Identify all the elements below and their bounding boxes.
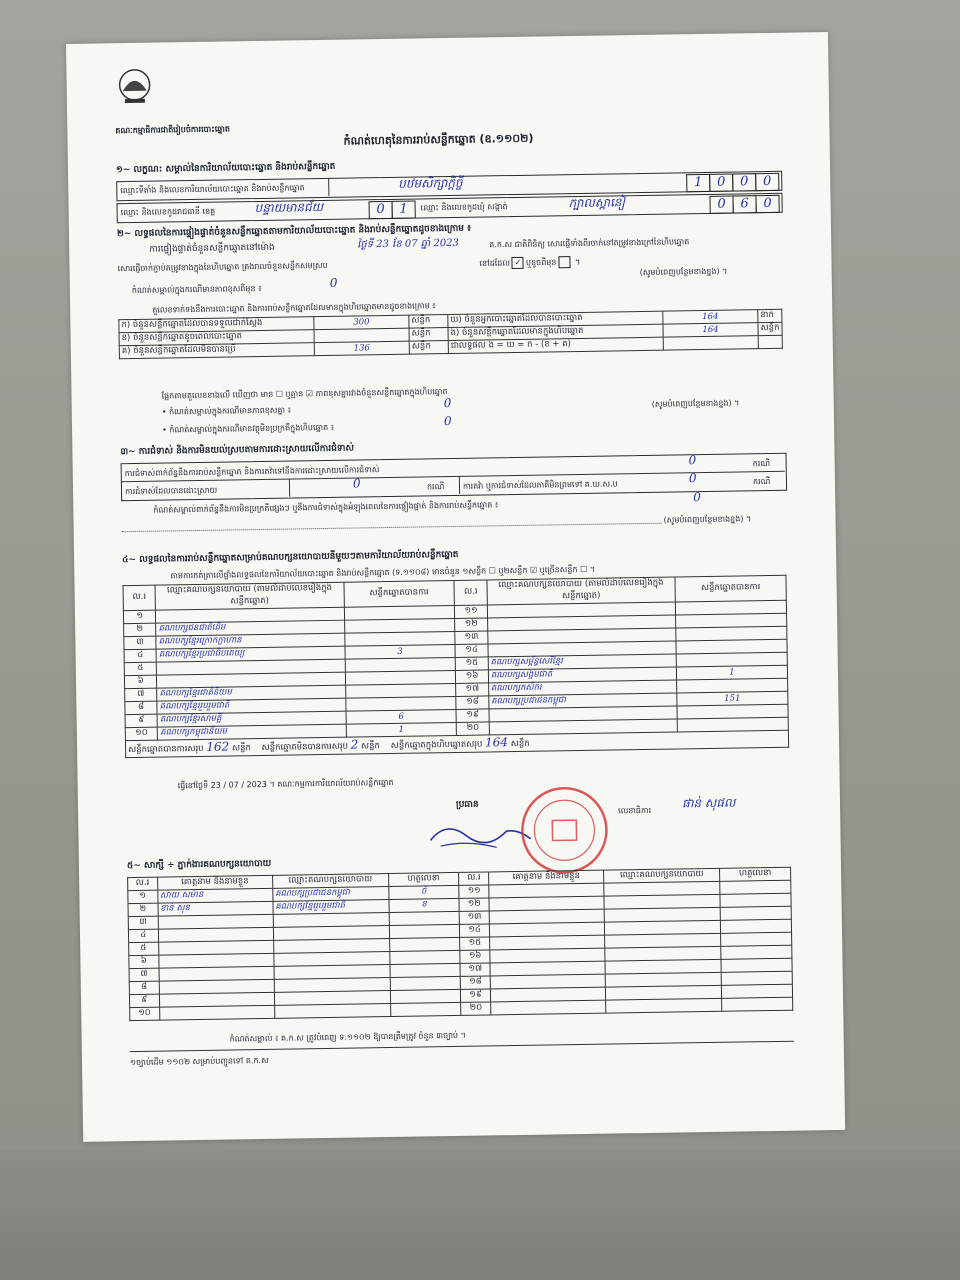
s3-unit: ករណី: [752, 458, 771, 469]
result-cell: គណបក្សសង្គមជាតិ: [488, 667, 676, 683]
witness-signature: [721, 945, 792, 959]
s2-figures-intro: តួលេខទាក់ទងនឹងការបោះឆ្នោត និងការរាប់សន្លឹកឆ្នោតដែលមានក្នុងហិបឆ្នោតមានដូចខាងក្រោម ៖: [152, 301, 436, 315]
result-cell: គណបក្សជនជាតិដើម: [156, 620, 344, 636]
secretary-name: ផាន់ សុផល: [681, 795, 736, 811]
result-cell: ៥: [124, 662, 157, 676]
result-cell: គណបក្សសម្ព័ន្ធសេរីខ្មែរ: [488, 654, 676, 670]
witness-signature: ចំ: [388, 885, 459, 899]
figure-value: 164: [663, 323, 758, 337]
column-header: ល.រ: [128, 877, 158, 890]
witness-signature: [721, 958, 792, 972]
section2-heading: ២~ លទ្ធផលនៃការផ្ទៀងផ្ទាត់ចំនួនសន្លឹកឆ្នោតតាមការិយាល័យបោះឆ្នោត និងរាប់សន្លឹកឆ្នោតដូចខាងក្រោម ៖: [116, 223, 472, 240]
result-cell: ១១: [455, 605, 488, 619]
witness-signature: [721, 984, 792, 998]
result-cell: ១៣: [455, 631, 488, 645]
result-cell: ៩: [125, 714, 158, 728]
s3-unit: ករណី: [426, 482, 445, 492]
s1-province-digit: 0: [369, 201, 393, 219]
s3-row1-label: ការជំទាស់ពាក់ព័ន្ធនឹងការរាប់សន្លឹកឆ្នោត និងការតវ៉ាទៅនឹងការដោះស្រាយលើការជំទាស់: [124, 465, 380, 479]
witness-number: ៨: [129, 981, 159, 994]
s2-irregular-value: 0: [443, 413, 452, 429]
result-cell: 1: [346, 722, 457, 737]
witness-number: ១៥: [460, 937, 490, 950]
s4-results-table: [123, 575, 790, 758]
s2-verify-date: ថ្ងៃទី 23 ខែ 07 ឆ្នាំ 2023: [357, 237, 459, 251]
witness-party: គណបក្សប្រជាជនកម្ពុជា: [273, 887, 389, 902]
column-header: ឈ្មោះគណបក្សនយោបាយ: [272, 874, 388, 889]
result-cell: ៣: [124, 636, 157, 650]
witness-number: ២: [128, 903, 158, 916]
witness-number: ១៨: [461, 976, 491, 989]
s1-code-digit: 1: [686, 174, 710, 192]
witness-signature: [721, 932, 792, 946]
witness-signature: [389, 937, 460, 951]
witness-number: ១១: [459, 885, 489, 898]
s2-irregular-note: • កំណត់សម្គាល់ក្នុងករណីមានវត្ថុមិនប្រក្រតីក្នុងហិបឆ្នោត ៖: [162, 422, 335, 435]
witness-signature: [389, 924, 460, 938]
result-cell: ៨: [125, 701, 158, 715]
figure-unit: សន្លឹក: [409, 341, 448, 355]
witness-number: ១: [128, 890, 158, 903]
column-header: ហត្ថលេខា: [388, 872, 459, 886]
witness-party: គណបក្សខ្មែររួបរួមជាតិ: [273, 900, 389, 915]
column-header: ហត្ថលេខា: [720, 867, 791, 881]
s3-row2a-label: ការជំទាស់ដែលបានដោះស្រាយ: [124, 485, 218, 497]
witness-name: សាយ សម៉ាន: [157, 888, 272, 903]
s2-diff-note: កំណត់សម្គាល់ក្នុងករណីមានភាពខុសពីមុន ៖: [131, 283, 262, 295]
witness-signature: [720, 893, 791, 907]
official-seal-icon: [518, 784, 611, 877]
figure-value: 300: [314, 315, 409, 329]
section3-heading: ៣~ ការជំទាស់ និងការមិនយល់ស្របតាមការដោះស្រាយលើការជំទាស់: [120, 443, 355, 458]
figure-unit: សន្លឹក: [409, 315, 448, 329]
witness-signature: [390, 1002, 461, 1016]
result-cell: គណបក្សកសិករ: [488, 680, 676, 696]
figure-unit: [758, 335, 782, 348]
s4-date-line: ធ្វើនៅថ្ងៃទី 23 / 07 / 2023 ។ គណៈកម្មការការិយាល័យរាប់សន្លឹកឆ្នោត: [177, 777, 394, 791]
witness-signature: [390, 976, 461, 990]
s2-fill-note-2: (សូមបំពេញបន្ថែមខាងខ្នង) ។: [651, 398, 740, 409]
witness-signature: [389, 950, 460, 964]
s3-irregularity-note: កំណត់សម្គាល់ពាក់ព័ន្ធនឹងការមិនប្រក្រតីផ្សេងៗ ឬនឹងការជំទាស់ក្នុងអំឡុងពេលនៃការផ្ទៀងផ្ទាត់ និងការរាប់សន្លឹកឆ្នោត ៖: [153, 500, 499, 515]
figure-label: ង) ចំនួនសន្លឹកឆ្នោតដែលមានក្នុងហិបឆ្នោត: [448, 324, 663, 340]
column-header: គោត្តនាម និងនាមខ្លួន: [489, 870, 604, 885]
secretary-label: លេខាធិការ: [618, 805, 652, 816]
result-cell: គណបក្សខ្មែរក្រោកក្លាហាន: [156, 633, 344, 649]
result-cell: 1: [676, 665, 787, 680]
s2-discrepancy-check: ផ្អែកតាមតួលេខខាងលើ ឃើញថា មាន ☐ ឬគ្មាន ☑ ភាពខុសគ្នារវាងចំនួនសន្លឹកឆ្នោតក្នុងហិបឆ្នោត: [161, 387, 448, 401]
s2-figures-table: [118, 309, 783, 359]
column-header: ល.រ: [459, 872, 489, 885]
witness-party: [606, 998, 722, 1013]
agency-name: គណៈកម្មាធិការជាតិរៀបចំការបោះឆ្នោត: [115, 124, 231, 136]
witness-name: [159, 1005, 274, 1020]
result-cell: ១៥: [456, 657, 489, 671]
figure-unit: សន្លឹក: [758, 322, 782, 335]
result-cell: គណបក្សខ្មែរប្រជាធិបតេយ្យ: [156, 646, 344, 662]
s2-diff-value: 0: [329, 275, 338, 290]
column-header: ល.រ: [123, 585, 156, 611]
figure-value: [663, 336, 758, 350]
s1-row2-value2: ក្បាលស្ពានៀ: [568, 195, 626, 211]
s3-unit: ករណី: [752, 476, 771, 487]
s3-row2a-value: 0: [352, 476, 361, 491]
witness-number: ១៩: [461, 989, 491, 1002]
figure-value: 136: [314, 341, 409, 355]
s5-witness-table: [127, 867, 793, 1021]
s4-sheet-count: តាមការកត់ត្រាលើផ្ទាំងលទ្ធផលនៃការិយាល័យបោះឆ្នោត និងរាប់សន្លឹកឆ្នោត (ទ.១១០៨) មានចំនួន ១សន្លឹក ☐ ឬ២សន្លឹក ☑ ឬច្រើនសន្លឹក ☐ ។: [170, 564, 596, 581]
result-cell: គណបក្សខ្មែរសាមគ្គី: [157, 711, 345, 727]
totals-cell: សន្លឹកឆ្នោតបានការសរុប 162 សន្លឹក សន្លឹកឆ្នោតមិនបានការសរុប 2 សន្លឹក សន្លឹកឆ្នោតក្នុងហិបឆ្នោតសរុប 164 សន្លឹក: [125, 730, 788, 757]
column-header: សន្លឹកឆ្នោតបានការ: [675, 575, 786, 602]
result-cell: ១: [123, 610, 156, 624]
result-cell: ២: [124, 623, 157, 637]
result-cell: ១៨: [456, 696, 489, 710]
form-title: កំណត់ហេតុនៃការរាប់សន្លឹកឆ្នោត (ឧ.១១០២): [343, 131, 534, 148]
result-cell: 151: [677, 691, 788, 706]
figure-label: គ) ចំនួនសន្លឹកឆ្នោតដែលមិនបានប្រើ: [119, 343, 314, 359]
figure-unit: នាក់: [758, 309, 782, 322]
s2-difference-note: • កំណត់សម្គាល់ក្នុងករណីមានភាពខុសគ្នា ៖: [161, 405, 292, 417]
s2-difference-value: 0: [443, 395, 452, 411]
figure-label: ជាលទ្ធផល ង = ឃ = ក - (ខ + គ): [448, 337, 663, 353]
s1-province-digit: 1: [392, 201, 416, 219]
result-cell: ៤: [124, 649, 157, 663]
witness-number: ១៤: [460, 924, 490, 937]
s2-inner-lock: សោរផ្ញើចាក់ភ្ជាប់តម្រូវខាងក្នុងនៃហិបឆ្នោត គ្រងរាលចំនួនសន្លឹកសមស្រប: [117, 260, 328, 274]
witness-number: ១៣: [460, 911, 490, 924]
chair-label: ប្រធាន: [455, 799, 479, 810]
witness-number: ៥: [129, 942, 159, 955]
witness-name: ខាន់ សុខ: [158, 901, 273, 916]
election-form-sheet: [66, 32, 845, 1142]
witness-number: ១២: [459, 898, 489, 911]
result-cell: ១០: [125, 727, 158, 741]
column-header: ល.រ: [454, 580, 487, 606]
s3-row2b-label: ការតវ៉ា ឬការជំទាស់ដែលភាគីមិនព្រមទៅ គ.ឃ.ស.ប: [462, 479, 618, 491]
witness-number: ១០: [130, 1007, 160, 1020]
s3-row2b-value: 0: [688, 471, 697, 486]
s1-row1-value: បឋមសិក្សាក្តិច្ចី: [398, 175, 463, 191]
figure-label: ឃ) ចំនួនអ្នកបោះឆ្នោតដែលបានបោះឆ្នោត: [448, 311, 663, 327]
s1-code-digit: 0: [709, 174, 733, 192]
column-header: ឈ្មោះគណបក្សនយោបាយ (តាមលំដាប់លេខរៀងក្នុងសន្លឹកឆ្នោត): [155, 582, 344, 610]
witness-number: ១៧: [460, 963, 490, 976]
result-cell: 3: [345, 644, 456, 659]
witness-signature: ខ: [389, 898, 460, 912]
column-header: គោត្តនាម និងនាមខ្លួន: [157, 875, 272, 890]
witness-signature: [722, 997, 793, 1011]
s1-code-digit: 0: [755, 173, 779, 191]
result-cell: ១៩: [456, 709, 489, 723]
result-cell: 6: [346, 709, 457, 724]
s1-code-digit: 0: [732, 173, 756, 191]
s1-row2-label2: ឈ្មោះ និងលេខកូដឃុំ សង្កាត់: [420, 202, 508, 213]
form-note: កំណត់សម្គាល់ ៖ គ.ក.ស ត្រូវបំពេញ ទ.១១០២ ឱ្យបានត្រឹមត្រូវ ចំនួន ៣ច្បាប់ ។: [229, 1030, 466, 1044]
result-cell: ១២: [455, 618, 488, 632]
result-cell: គណបក្សប្រជាជនកម្ពុជា: [489, 693, 677, 709]
emblem-icon: [112, 65, 157, 110]
witness-number: ២០: [461, 1002, 491, 1015]
s3-fill-note: (សូមបំពេញបន្ថែមខាងខ្នង) ។: [663, 514, 752, 525]
witness-signature: [389, 911, 460, 925]
witness-signature: [721, 971, 792, 985]
form-footer: ១ច្បាប់ដើម ១១០២ សម្រាប់បញ្ជូនទៅ គ.ក.ស: [129, 1055, 269, 1068]
figure-label: ខ) ចំនួនសន្លឹកឆ្នោតខូចពេលបោះឆ្នោត: [119, 330, 314, 346]
result-cell: ៦: [124, 675, 157, 689]
witness-number: ៦: [129, 955, 159, 968]
s2-fill-note: (សូមបំពេញបន្ថែមខាងខ្នង) ។: [639, 266, 728, 278]
witness-signature: [720, 880, 791, 894]
s1-row2-label: ឈ្មោះ និងលេខកូដរាជធានី ខេត្ត: [120, 206, 216, 218]
s1-commune-digit: 0: [709, 196, 733, 214]
witness-signature: [390, 963, 461, 977]
s3-row1-value: 0: [688, 453, 697, 468]
result-cell: ១៧: [456, 683, 489, 697]
result-cell: ២០: [457, 722, 490, 736]
witness-signature: [720, 906, 791, 920]
s2-unchanged-option: នៅដដែល ✓ ឬខូចពីមុន ។: [479, 257, 581, 269]
figure-unit: សន្លឹក: [409, 328, 448, 342]
column-header: ឈ្មោះគណបក្សនយោបាយ: [604, 868, 720, 883]
result-cell: គណបក្សកម្ពុជានិយម: [158, 724, 346, 740]
witness-number: ៤: [128, 929, 158, 942]
witness-number: ៩: [129, 994, 159, 1007]
witness-party: [274, 1004, 390, 1019]
result-cell: គណបក្សខ្មែររួបរួមជាតិ: [157, 698, 345, 714]
witness-signature: [390, 989, 461, 1003]
floor-background: [0, 1150, 960, 1280]
section1-heading: ១~ លក្ខណ: សម្គាល់នៃការិយាល័យបោះឆ្នោត និងរាប់សន្លឹកឆ្នោត: [115, 161, 336, 176]
s1-commune-digit: 6: [732, 195, 756, 213]
result-cell: ១៤: [455, 644, 488, 658]
section4-heading: ៤~ លទ្ធផលនៃការរាប់សន្លឹកឆ្នោតសម្រាប់គណបក្សនយោបាយនីមួយៗតាមការិយាល័យរាប់សន្លឹកឆ្នោត: [122, 549, 459, 566]
witness-number: ៧: [129, 968, 159, 981]
s2-verify-time: ការផ្ទៀងផ្ទាត់ចំនួនសន្លឹកឆ្នោតនៅម៉ោង: [149, 242, 275, 255]
witness-signature: [720, 919, 791, 933]
result-cell: ១៦: [456, 670, 489, 684]
figure-value: 164: [663, 310, 758, 324]
column-header: សន្លឹកឆ្នោតបានការ: [344, 580, 455, 607]
column-header: ឈ្មោះគណបក្សនយោបាយ (តាមលំដាប់លេខរៀងក្នុងសន្លឹកឆ្នោត): [487, 577, 676, 605]
result-cell: ៧: [125, 688, 158, 702]
witness-number: ៣: [128, 916, 158, 929]
s1-commune-digit: 0: [755, 195, 779, 213]
s1-row1-label: ឈ្មោះទីតាំង និងលេខការិយាល័យបោះឆ្នោត និងរាប់សន្លឹកឆ្នោត: [120, 183, 305, 196]
result-cell: គណបក្សខ្មែរជាតិនិយម: [157, 685, 345, 701]
witness-number: ១៦: [460, 950, 490, 963]
s3-irregularity-value: 0: [693, 490, 701, 505]
figure-label: ក) ចំនួនសន្លឹកឆ្នោតដែលបានទទួលជាក់ស្តែង: [119, 317, 314, 333]
witness-name: [491, 1000, 606, 1015]
section5-heading: ៥~ សាក្សី ÷ ភ្នាក់ងារគណបក្សនយោបាយ: [126, 858, 272, 872]
s1-row2-value: បន្ទាយមានជ័យ: [254, 199, 324, 216]
s2-verify-text: គ.ក.ស ជាតិពិនិត្យ សោរផ្ញើទាំងពីរចាក់នៅតម្រូវខាងក្រៅនៃហិបឆ្នោត: [489, 237, 690, 250]
